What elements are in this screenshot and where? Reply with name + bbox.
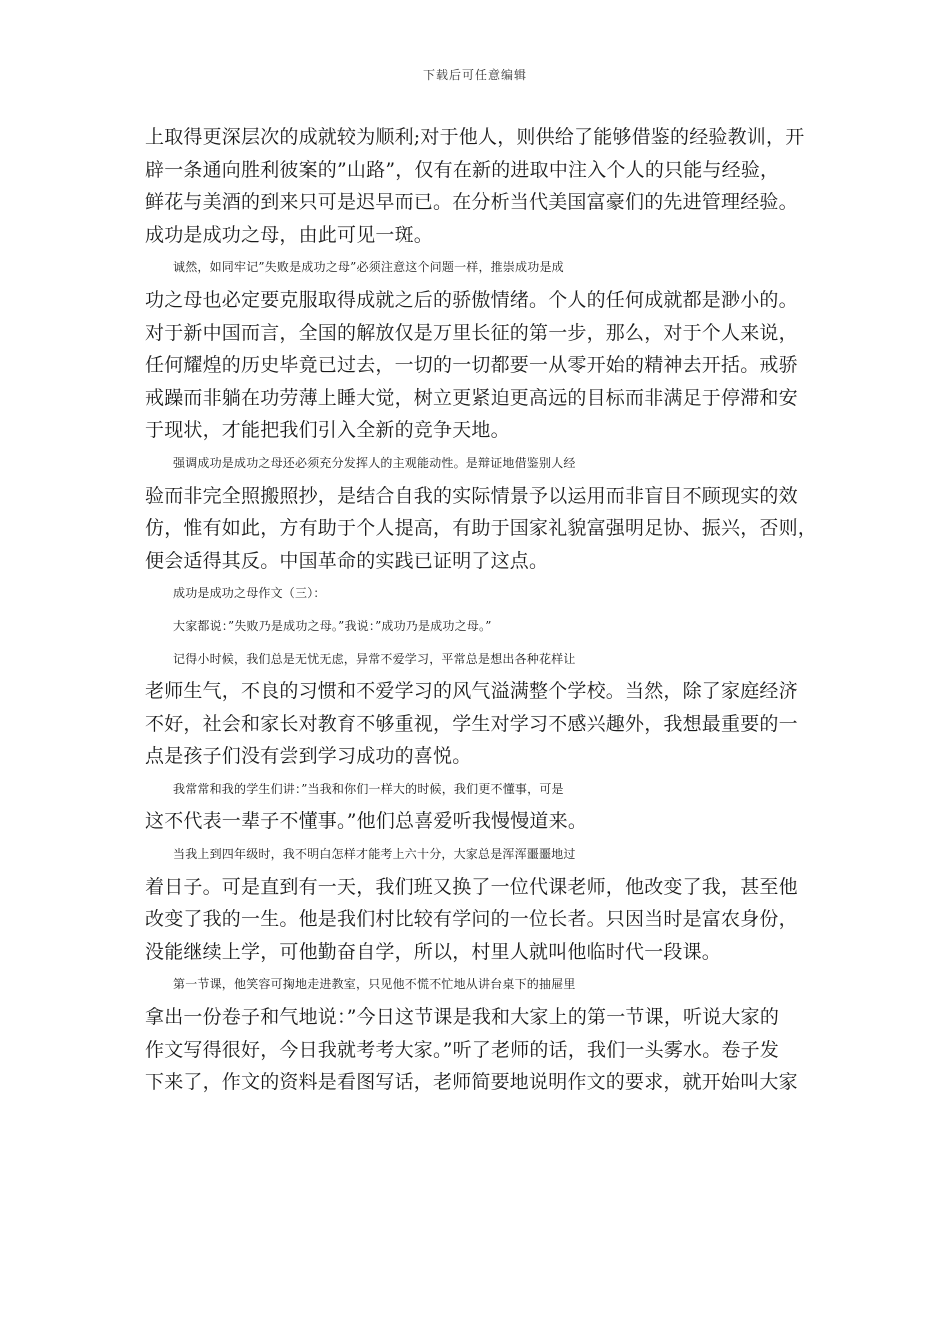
text-line: 任何耀煌的历史毕竟已过去，一切的一切都要一从零开始的精神去开括。戒骄 xyxy=(145,354,798,377)
text-line: 戒躁而非躺在功劳薄上睡大觉，树立更紧迫更高远的目标而非满足于停滞和安 xyxy=(145,386,798,409)
text-line: 老师生气，不良的习惯和不爱学习的风气溢满整个学校。当然，除了家庭经济 xyxy=(145,680,798,703)
text-line: 我常常和我的学生们讲：”当我和你们一样大的时候，我们更不懂事，可是 xyxy=(173,781,564,796)
text-line: 没能继续上学，可他勤奋自学，所以，村里人就叫他临时代一段课。 xyxy=(145,940,722,963)
text-line: 改变了我的一生。他是我们村比较有学问的一位长者。只因当时是富农身份， xyxy=(145,908,798,931)
text-line: 着日子。可是直到有一天，我们班又换了一位代课老师，他改变了我，甚至他 xyxy=(145,875,798,898)
text-line: 诚然，如同牢记”失败是成功之母”必须注意这个问题一样，推崇成功是成 xyxy=(173,260,564,275)
text-line: 当我上到四年级时，我不明白怎样才能考上六十分，大家总是浑浑噩噩地过 xyxy=(173,847,576,862)
text-line: 功之母也必定要克服取得成就之后的骄傲情绪。个人的任何成就都是渺小的。 xyxy=(145,288,798,311)
text-line: 上取得更深层次的成就较为顺利;对于他人，则供给了能够借鉴的经验教训，开 xyxy=(145,126,805,148)
text-line: 作文写得很好，今日我就考考大家。”听了老师的话，我们一头雾水。卷子发 xyxy=(145,1038,780,1061)
text-line: 强调成功是成功之母还必须充分发挥人的主观能动性。是辩证地借鉴别人经 xyxy=(173,455,576,470)
text-line: 下来了，作文的资料是看图写话，老师简要地说明作文的要求，就开始叫大家 xyxy=(145,1071,798,1094)
text-line: 辟一条通向胜利彼案的”山路”，仅有在新的进取中注入个人的只能与经验， xyxy=(145,158,780,181)
text-line: 对于新中国而言，全国的解放仅是万里长征的第一步，那么，对于个人来说， xyxy=(145,321,798,344)
text-line: 大家都说：”失败乃是成功之母。”我说：”成功乃是成功之母。” xyxy=(173,618,492,633)
text-line: 这不代表一辈子不懂事。”他们总喜爱听我慢慢道来。 xyxy=(145,810,588,833)
text-line: 第一节课，他笑容可掬地走进教室，只见他不慌不忙地从讲台桌下的抽屉里 xyxy=(173,977,576,992)
text-line: 验而非完全照搬照抄，是结合自我的实际情景予以运用而非盲目不顾现实的效 xyxy=(145,484,798,507)
document-body xyxy=(145,121,817,1099)
text-line: 便会适得其反。中国革命的实践已证明了这点。 xyxy=(145,549,549,572)
text-line: 点是孩子们没有尝到学习成功的喜悦。 xyxy=(145,745,472,768)
text-line: 不好，社会和家长对教育不够重视，学生对学习不感兴趣外，我想最重要的一 xyxy=(145,712,798,735)
page-header: 下载后可任意编辑 xyxy=(422,68,527,82)
text-line: 仿，惟有如此，方有助于个人提高，有助于国家礼貌富强明足协、振兴，否则， xyxy=(145,517,818,540)
text-line: 鲜花与美酒的到来只可是迟早而已。在分析当代美国富豪们的先进管理经验。 xyxy=(145,191,798,214)
text-line: 成功是成功之母，由此可见一斑。 xyxy=(145,223,434,246)
text-line: 成功是成功之母作文（三）： xyxy=(173,586,326,601)
text-line: 于现状，才能把我们引入全新的竞争天地。 xyxy=(145,419,510,442)
text-line: 拿出一份卷子和气地说：”今日这节课是我和大家上的第一节课，听说大家的 xyxy=(145,1006,780,1029)
text-line: 记得小时候，我们总是无忧无虑，异常不爱学习，平常总是想出各种花样让 xyxy=(173,651,576,666)
